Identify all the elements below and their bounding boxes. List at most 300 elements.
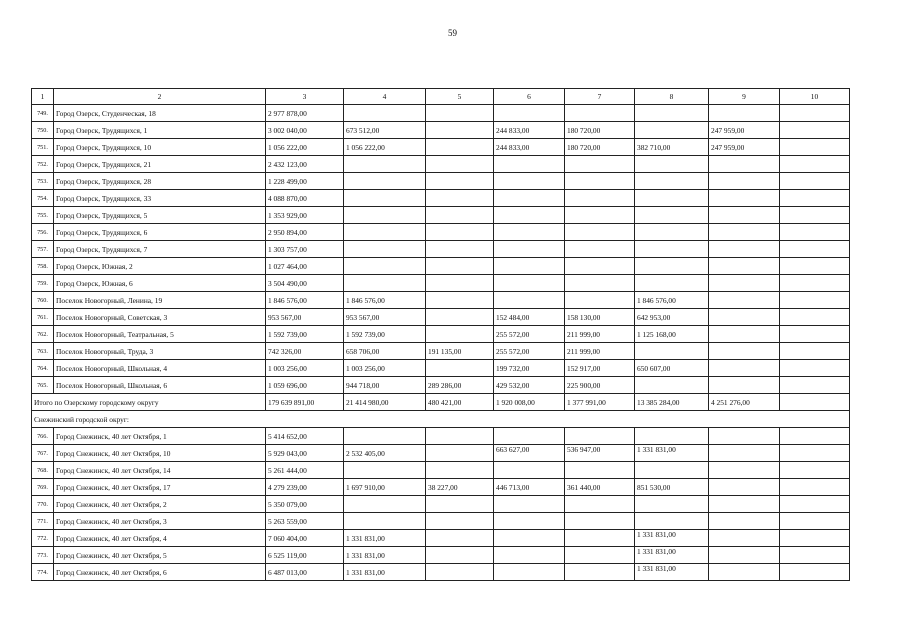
cell-c10 (780, 377, 850, 394)
row-number: 755. (32, 207, 54, 224)
cell-c4: 944 718,00 (344, 377, 426, 394)
cell-c3: 6 487 013,00 (266, 564, 344, 581)
address-cell: Город Озерск, Трудящихся, 6 (54, 224, 266, 241)
cell-c4 (344, 258, 426, 275)
cell-c9 (709, 343, 780, 360)
cell-c10 (780, 241, 850, 258)
row-number: 757. (32, 241, 54, 258)
cell-c6 (494, 207, 565, 224)
cell-c10 (780, 122, 850, 139)
cell-c7: 158 130,00 (565, 309, 635, 326)
cell-c8: 1 331 831,00 (635, 445, 709, 462)
row-number: 771. (32, 513, 54, 530)
cell-c7 (565, 156, 635, 173)
row-number: 749. (32, 105, 54, 122)
row-number: 767. (32, 445, 54, 462)
cell-c5: 191 135,00 (426, 343, 494, 360)
cell-c4: 1 697 910,00 (344, 479, 426, 496)
cell-c7 (565, 547, 635, 564)
cell-c9 (709, 258, 780, 275)
cell-c8 (635, 275, 709, 292)
cell-c3: 5 350 079,00 (266, 496, 344, 513)
cell-c6: 663 627,00 (494, 445, 565, 462)
row-number: 761. (32, 309, 54, 326)
cell-c5 (426, 462, 494, 479)
cell-c9 (709, 547, 780, 564)
cell-c8 (635, 105, 709, 122)
row-number: 752. (32, 156, 54, 173)
address-cell: Город Озерск, Трудящихся, 1 (54, 122, 266, 139)
table-row (32, 530, 850, 547)
table-row (32, 207, 850, 224)
cell-c9 (709, 156, 780, 173)
cell-c8 (635, 462, 709, 479)
cell-c5: 480 421,00 (426, 394, 494, 411)
cell-c3: 1 303 757,00 (266, 241, 344, 258)
address-cell: Город Озерск, Трудящихся, 10 (54, 139, 266, 156)
cell-c7: 361 440,00 (565, 479, 635, 496)
address-cell: Город Снежинск, 40 лет Октября, 5 (54, 547, 266, 564)
section-row (32, 411, 850, 428)
cell-c7: 152 917,00 (565, 360, 635, 377)
column-header: 6 (494, 89, 565, 105)
cell-c6 (494, 224, 565, 241)
cell-c9 (709, 326, 780, 343)
cell-c8: 1 331 831,00 (635, 547, 709, 564)
row-number: 756. (32, 224, 54, 241)
cell-c10 (780, 292, 850, 309)
row-number: 758. (32, 258, 54, 275)
cell-c3: 5 261 444,00 (266, 462, 344, 479)
cell-c7 (565, 275, 635, 292)
cell-c7 (565, 513, 635, 530)
address-cell: Город Снежинск, 40 лет Октября, 4 (54, 530, 266, 547)
table-row (32, 326, 850, 343)
cell-c7 (565, 428, 635, 445)
cell-c9 (709, 360, 780, 377)
cell-c5 (426, 326, 494, 343)
section-title: Снежинский городской округ: (32, 411, 850, 428)
cell-c3: 1 353 929,00 (266, 207, 344, 224)
cell-c8: 1 125 168,00 (635, 326, 709, 343)
address-cell: Город Озерск, Трудящихся, 21 (54, 156, 266, 173)
cell-c7 (565, 496, 635, 513)
cell-c8 (635, 173, 709, 190)
address-cell: Город Озерск, Трудящихся, 28 (54, 173, 266, 190)
row-number: 753. (32, 173, 54, 190)
cell-c3: 5 263 559,00 (266, 513, 344, 530)
table-row (32, 190, 850, 207)
column-header: 9 (709, 89, 780, 105)
row-number: 763. (32, 343, 54, 360)
column-header: 4 (344, 89, 426, 105)
address-cell: Город Снежинск, 40 лет Октября, 6 (54, 564, 266, 581)
cell-c4: 1 331 831,00 (344, 547, 426, 564)
cell-c5 (426, 156, 494, 173)
cell-c3: 1 846 576,00 (266, 292, 344, 309)
cell-c5 (426, 564, 494, 581)
cell-c6 (494, 462, 565, 479)
cell-c5 (426, 241, 494, 258)
cell-c8 (635, 258, 709, 275)
cell-c4: 658 706,00 (344, 343, 426, 360)
address-cell: Город Озерск, Южная, 6 (54, 275, 266, 292)
cell-c9 (709, 207, 780, 224)
cell-c9 (709, 224, 780, 241)
address-cell: Город Снежинск, 40 лет Октября, 10 (54, 445, 266, 462)
cell-c7 (565, 564, 635, 581)
cell-c7 (565, 105, 635, 122)
cell-c9 (709, 190, 780, 207)
row-number: 769. (32, 479, 54, 496)
cell-c6 (494, 173, 565, 190)
cell-c6: 152 484,00 (494, 309, 565, 326)
cell-c8 (635, 241, 709, 258)
cell-c10 (780, 173, 850, 190)
address-cell: Город Снежинск, 40 лет Октября, 3 (54, 513, 266, 530)
cell-c3: 4 279 239,00 (266, 479, 344, 496)
ozersk-rows (32, 105, 850, 394)
cell-c4 (344, 156, 426, 173)
cell-c9 (709, 309, 780, 326)
table-row (32, 173, 850, 190)
cell-c4: 21 414 980,00 (344, 394, 426, 411)
cell-c7 (565, 190, 635, 207)
address-cell: Город Озерск, Трудящихся, 5 (54, 207, 266, 224)
cell-c4: 1 592 739,00 (344, 326, 426, 343)
cell-c4 (344, 513, 426, 530)
cell-c4 (344, 173, 426, 190)
row-number: 751. (32, 139, 54, 156)
cell-c3: 5 414 652,00 (266, 428, 344, 445)
table-row (32, 275, 850, 292)
cell-c5: 289 286,00 (426, 377, 494, 394)
table-row (32, 292, 850, 309)
cell-c3: 2 977 878,00 (266, 105, 344, 122)
column-header: 8 (635, 89, 709, 105)
cell-c4 (344, 462, 426, 479)
cell-c8 (635, 428, 709, 445)
cell-c9 (709, 173, 780, 190)
cell-c4: 953 567,00 (344, 309, 426, 326)
cell-c8 (635, 377, 709, 394)
cell-c9 (709, 496, 780, 513)
cell-c9 (709, 479, 780, 496)
cell-c10 (780, 496, 850, 513)
cell-c10 (780, 105, 850, 122)
cell-c7: 211 999,00 (565, 343, 635, 360)
cell-c9 (709, 462, 780, 479)
cell-c8: 1 331 831,00 (635, 530, 709, 547)
cell-c3: 179 639 891,00 (266, 394, 344, 411)
cell-c6: 255 572,00 (494, 343, 565, 360)
cell-c3: 6 525 119,00 (266, 547, 344, 564)
cell-c8 (635, 207, 709, 224)
address-cell: Город Озерск, Трудящихся, 7 (54, 241, 266, 258)
table-row (32, 156, 850, 173)
address-cell: Город Озерск, Студенческая, 18 (54, 105, 266, 122)
cell-c9 (709, 377, 780, 394)
cell-c3: 1 027 464,00 (266, 258, 344, 275)
total-row (32, 394, 850, 411)
cell-c6 (494, 105, 565, 122)
cell-c6 (494, 530, 565, 547)
table-row (32, 428, 850, 445)
cell-c5: 38 227,00 (426, 479, 494, 496)
row-number: 754. (32, 190, 54, 207)
cell-c3: 3 002 040,00 (266, 122, 344, 139)
cell-c6: 429 532,00 (494, 377, 565, 394)
address-cell: Поселок Новогорный, Школьная, 6 (54, 377, 266, 394)
cell-c6 (494, 275, 565, 292)
cell-c4: 1 003 256,00 (344, 360, 426, 377)
table-row (32, 139, 850, 156)
cell-c6: 1 920 008,00 (494, 394, 565, 411)
cell-c6 (494, 513, 565, 530)
cell-c6 (494, 241, 565, 258)
cell-c10 (780, 258, 850, 275)
cell-c6 (494, 547, 565, 564)
cell-c10 (780, 190, 850, 207)
cell-c10 (780, 207, 850, 224)
cell-c4: 1 331 831,00 (344, 530, 426, 547)
cell-c3: 742 326,00 (266, 343, 344, 360)
cell-c3: 953 567,00 (266, 309, 344, 326)
cell-c5 (426, 530, 494, 547)
column-header: 1 (32, 89, 54, 105)
table-row (32, 258, 850, 275)
table-row (32, 122, 850, 139)
cell-c5 (426, 173, 494, 190)
row-number: 768. (32, 462, 54, 479)
cell-c3: 1 592 739,00 (266, 326, 344, 343)
address-cell: Поселок Новогорный, Советская, 3 (54, 309, 266, 326)
row-number: 762. (32, 326, 54, 343)
cell-c10 (780, 513, 850, 530)
cell-c4: 2 532 405,00 (344, 445, 426, 462)
cell-c8 (635, 156, 709, 173)
address-cell: Город Озерск, Южная, 2 (54, 258, 266, 275)
cell-c5 (426, 105, 494, 122)
cell-c3: 3 504 490,00 (266, 275, 344, 292)
address-cell: Город Снежинск, 40 лет Октября, 2 (54, 496, 266, 513)
cell-c8: 1 331 831,00 (635, 564, 709, 581)
cell-c5 (426, 258, 494, 275)
cell-c6: 255 572,00 (494, 326, 565, 343)
table-row (32, 105, 850, 122)
cell-c4 (344, 190, 426, 207)
cell-c6: 199 732,00 (494, 360, 565, 377)
cell-c4 (344, 275, 426, 292)
row-number: 766. (32, 428, 54, 445)
cell-c7 (565, 241, 635, 258)
cell-c6 (494, 258, 565, 275)
column-number-row (32, 89, 850, 105)
table-row (32, 547, 850, 564)
cell-c7: 180 720,00 (565, 122, 635, 139)
cell-c10 (780, 394, 850, 411)
table-row (32, 479, 850, 496)
cell-c4: 673 512,00 (344, 122, 426, 139)
table-row (32, 513, 850, 530)
cell-c5 (426, 309, 494, 326)
cell-c9 (709, 513, 780, 530)
table-row (32, 224, 850, 241)
cell-c7 (565, 207, 635, 224)
row-number: 772. (32, 530, 54, 547)
table-row (32, 445, 850, 462)
row-number: 774. (32, 564, 54, 581)
row-number: 765. (32, 377, 54, 394)
cell-c6 (494, 190, 565, 207)
table-row (32, 309, 850, 326)
cell-c10 (780, 156, 850, 173)
table-row (32, 564, 850, 581)
table-row (32, 360, 850, 377)
total-label: Итого по Озерскому городскому округу (32, 394, 266, 411)
cell-c9 (709, 564, 780, 581)
cell-c5 (426, 360, 494, 377)
row-number: 773. (32, 547, 54, 564)
cell-c8 (635, 496, 709, 513)
cell-c10 (780, 309, 850, 326)
cell-c8: 642 953,00 (635, 309, 709, 326)
cell-c3: 7 060 404,00 (266, 530, 344, 547)
table-row (32, 496, 850, 513)
table-row (32, 377, 850, 394)
cell-c7: 1 377 991,00 (565, 394, 635, 411)
cell-c8 (635, 224, 709, 241)
row-number: 759. (32, 275, 54, 292)
cell-c5 (426, 445, 494, 462)
cell-c7: 225 900,00 (565, 377, 635, 394)
cell-c9: 247 959,00 (709, 122, 780, 139)
cell-c6 (494, 292, 565, 309)
cell-c10 (780, 547, 850, 564)
cell-c5 (426, 547, 494, 564)
cell-c9 (709, 445, 780, 462)
cell-c7 (565, 224, 635, 241)
address-cell: Поселок Новогорный, Труда, 3 (54, 343, 266, 360)
cell-c3: 1 228 499,00 (266, 173, 344, 190)
cell-c9: 247 959,00 (709, 139, 780, 156)
cell-c10 (780, 139, 850, 156)
cell-c6 (494, 156, 565, 173)
cell-c4: 1 056 222,00 (344, 139, 426, 156)
cell-c7: 536 947,00 (565, 445, 635, 462)
cell-c6 (494, 428, 565, 445)
address-cell: Поселок Новогорный, Театральная, 5 (54, 326, 266, 343)
cell-c7: 180 720,00 (565, 139, 635, 156)
cell-c4 (344, 207, 426, 224)
address-cell: Поселок Новогорный, Ленина, 19 (54, 292, 266, 309)
cell-c9 (709, 275, 780, 292)
table-row (32, 343, 850, 360)
cell-c4 (344, 428, 426, 445)
cell-c8: 851 530,00 (635, 479, 709, 496)
column-header: 3 (266, 89, 344, 105)
cell-c10 (780, 360, 850, 377)
cell-c8 (635, 343, 709, 360)
row-number: 764. (32, 360, 54, 377)
row-number: 770. (32, 496, 54, 513)
cell-c9 (709, 292, 780, 309)
cell-c8 (635, 122, 709, 139)
cell-c6: 244 833,00 (494, 139, 565, 156)
cell-c4: 1 846 576,00 (344, 292, 426, 309)
register-table (31, 88, 850, 581)
column-header: 5 (426, 89, 494, 105)
ozersk-total (32, 394, 850, 428)
cell-c5 (426, 513, 494, 530)
column-header: 2 (54, 89, 266, 105)
cell-c3: 2 950 894,00 (266, 224, 344, 241)
table-row (32, 241, 850, 258)
table-row (32, 462, 850, 479)
cell-c5 (426, 292, 494, 309)
cell-c5 (426, 275, 494, 292)
cell-c5 (426, 139, 494, 156)
row-number: 750. (32, 122, 54, 139)
cell-c8: 1 846 576,00 (635, 292, 709, 309)
cell-c4: 1 331 831,00 (344, 564, 426, 581)
cell-c8 (635, 513, 709, 530)
column-header: 10 (780, 89, 850, 105)
cell-c7: 211 999,00 (565, 326, 635, 343)
cell-c5 (426, 496, 494, 513)
cell-c6 (494, 496, 565, 513)
cell-c9 (709, 530, 780, 547)
cell-c9: 4 251 276,00 (709, 394, 780, 411)
address-cell: Город Снежинск, 40 лет Октября, 1 (54, 428, 266, 445)
cell-c7 (565, 462, 635, 479)
cell-c7 (565, 292, 635, 309)
cell-c3: 5 929 043,00 (266, 445, 344, 462)
cell-c7 (565, 530, 635, 547)
cell-c10 (780, 343, 850, 360)
cell-c7 (565, 258, 635, 275)
cell-c5 (426, 122, 494, 139)
cell-c3: 1 056 222,00 (266, 139, 344, 156)
column-header: 7 (565, 89, 635, 105)
cell-c5 (426, 224, 494, 241)
cell-c10 (780, 445, 850, 462)
cell-c10 (780, 462, 850, 479)
cell-c8: 13 385 284,00 (635, 394, 709, 411)
cell-c9 (709, 241, 780, 258)
cell-c3: 4 088 870,00 (266, 190, 344, 207)
cell-c5 (426, 428, 494, 445)
cell-c6: 244 833,00 (494, 122, 565, 139)
address-cell: Город Снежинск, 40 лет Октября, 17 (54, 479, 266, 496)
page-number: 59 (448, 28, 457, 38)
address-cell: Поселок Новогорный, Школьная, 4 (54, 360, 266, 377)
cell-c8 (635, 190, 709, 207)
cell-c9 (709, 105, 780, 122)
address-cell: Город Озерск, Трудящихся, 33 (54, 190, 266, 207)
cell-c3: 2 432 123,00 (266, 156, 344, 173)
cell-c4 (344, 496, 426, 513)
cell-c4 (344, 224, 426, 241)
cell-c10 (780, 428, 850, 445)
cell-c3: 1 003 256,00 (266, 360, 344, 377)
row-number: 760. (32, 292, 54, 309)
cell-c10 (780, 275, 850, 292)
cell-c5 (426, 190, 494, 207)
cell-c8: 650 607,00 (635, 360, 709, 377)
cell-c4 (344, 105, 426, 122)
cell-c7 (565, 173, 635, 190)
